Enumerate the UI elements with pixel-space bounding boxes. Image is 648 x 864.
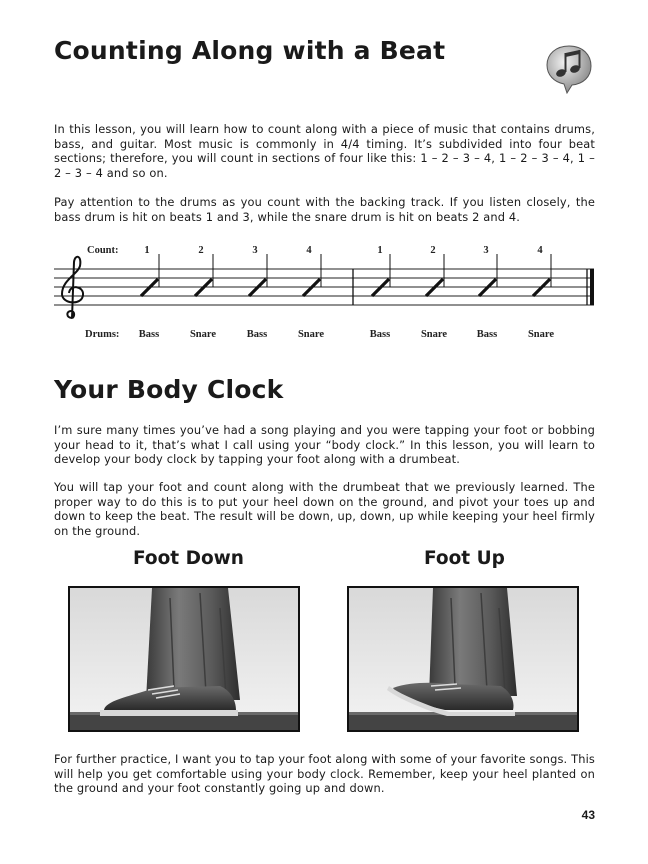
count-number: 1 [144,245,150,256]
drum-name: Snare [420,329,448,340]
foot-down-caption: Foot Down [133,548,244,569]
count-number: 2 [430,245,436,256]
count-number: 2 [198,245,204,256]
drum-name: Bass [369,329,391,340]
drums-paragraph: Pay attention to the drums as you count with the backing track. If you listen closely, the bass drum is hit on beats 1 and 3, while the snare drum is hit on beats 2 and 4. [54,195,595,224]
count-number: 3 [483,245,489,256]
foot-down-image [68,586,300,732]
practice-paragraph: For further practice, I want you to tap your foot along with some of your favorite songs. This will help you get comfortable using your body clock. Remember, keep your heel planted on the ground and your foot constantly going up and down. [54,752,595,796]
tap-foot-paragraph: You will tap your foot and count along with the drumbeat that we previously learned. The proper way to do this is to put your heel down on the ground, and pivot your toes up and down to keep the beat. The result will be down, up, down, up while keeping your heel firmly on the ground. [54,480,595,538]
drum-name: Snare [297,329,325,340]
foot-up-image [347,586,579,732]
staff-lines [54,269,594,305]
foot-up-caption: Foot Up [424,548,505,569]
count-number: 3 [252,245,258,256]
drum-name: Bass [138,329,160,340]
drums-label: Drums: [85,329,120,340]
count-label: Count: [87,245,119,256]
drum-names [139,329,555,340]
drum-name: Snare [189,329,217,340]
count-number: 1 [377,245,383,256]
count-number: 4 [537,245,543,256]
drum-name: Snare [527,329,555,340]
count-number: 4 [306,245,312,256]
page-title: Counting Along with a Beat [54,36,446,65]
slash-notes [141,254,551,296]
page-number: 43 [581,808,595,822]
count-numbers [144,245,543,256]
music-note-speech-bubble-icon [545,44,593,94]
rhythm-staff [54,238,599,346]
intro-paragraph: In this lesson, you will learn how to count along with a piece of music that contains drums, bass, and guitar. Most music is commonly in 4/4 timing. It’s subdivided into four beat sections; therefore, you will count in sections of four like this: 1 – 2 – 3 – 4, 1 – 2 – 3 – 4, 1 – 2 – 3 – 4 and so on. [54,122,595,180]
drum-name: Bass [246,329,268,340]
section-title: Your Body Clock [54,375,284,404]
drum-name: Bass [476,329,498,340]
body-clock-paragraph: I’m sure many times you’ve had a song playing and you were tapping your foot or bobbing your head to it, that’s what I call using your “body clock.” In this lesson, you will learn to develop your body clock by tapping your foot along with a drumbeat. [54,423,595,467]
